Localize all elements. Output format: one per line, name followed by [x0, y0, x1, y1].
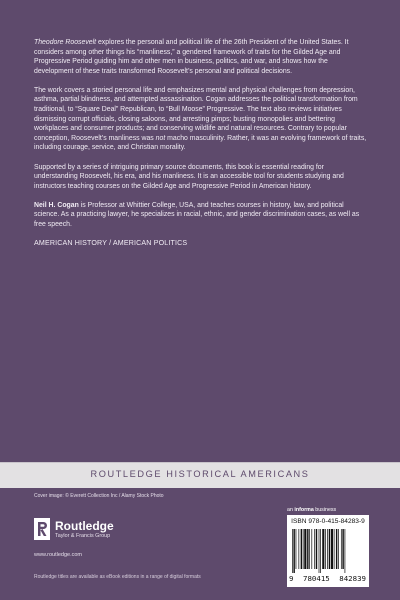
- coverage-emphasis: not: [155, 134, 166, 142]
- publisher-logo: [34, 518, 154, 546]
- book-title-italic: Theodore Roosevelt: [34, 39, 97, 46]
- isbn-barcode-box: [287, 515, 369, 587]
- publisher-group: Taylor & Francis Group: [55, 533, 111, 539]
- author-name: Neil H. Cogan: [34, 201, 79, 209]
- barcode-digit-group-1: 9: [289, 574, 294, 583]
- publisher-name: Routledge: [55, 519, 114, 533]
- informa-brand: informa: [294, 507, 314, 513]
- support-paragraph: Supported by a series of intriguing primary source documents, this book is essential reading for understanding Roosevelt, his era, and his manliness. It is an accessible tool for students studying and instructors teaching courses on the Gilded Age and Progressive Period in American history.: [34, 163, 344, 190]
- informa-prefix: an: [287, 507, 295, 513]
- subject-category: AMERICAN HISTORY / AMERICAN POLITICS: [34, 239, 188, 248]
- author-paragraph: [34, 201, 368, 230]
- informa-suffix: business: [313, 507, 337, 513]
- intro-text: explores the personal and political life of the 26th President of the United States. It considers among other things his “manliness,” a gendered framework of traits for the Gilded Age and Progressive Period guiding him and other men in business, politics, and war, and shows how the development of these traits transformed Roosevelt’s personal and political decisions.: [34, 39, 349, 75]
- ebook-note: Routledge titles are available as eBook editions in a range of digital formats: [34, 574, 201, 580]
- intro-paragraph: [34, 38, 368, 76]
- routledge-r-icon: [34, 518, 50, 540]
- barcode-icon: [292, 529, 364, 573]
- barcode-digit-group-2: 780415: [303, 574, 330, 583]
- description-block: [34, 38, 368, 247]
- barcode-digit-group-3: 842839: [339, 574, 366, 583]
- coverage-text-1: The work covers a storied personal life and emphasizes mental and physical challenges from depression, asthma, partial blindness, and attempted assassination. Cogan addresses the political transformation from traditional, to “Square Deal” Republican, to “Bull Moose” Progressive. The text also reviews initiatives dismissing corrupt officials, closing saloons, and arresting pimps; busting monopolies and bettering workplaces and consumer products; and conserving wildlife and natural resources. Contrary to popular conception, Roosevelt’s manliness was: [34, 86, 358, 142]
- coverage-text-2: macho masculinity. Rather, it was an evolving framework of traits, including courage, service, and Christian morality.: [34, 134, 367, 152]
- author-bio: is Professor at Whittier College, USA, and teaches courses in history, law, and political science. As a practicing lawyer, he specializes in racial, ethnic, and gender discrimination cases, as well as free speech.: [34, 201, 360, 228]
- isbn-label: ISBN 978-0-415-84283-9: [291, 518, 365, 525]
- series-title: ROUTLEDGE HISTORICAL AMERICANS: [90, 469, 310, 479]
- coverage-paragraph: [34, 86, 368, 153]
- barcode-digits: [287, 574, 369, 583]
- informa-business-tag: [287, 507, 336, 513]
- publisher-website: www.routledge.com: [34, 552, 82, 558]
- cover-image-credit: Cover image: © Everett Collection Inc / Alamy Stock Photo: [34, 493, 164, 499]
